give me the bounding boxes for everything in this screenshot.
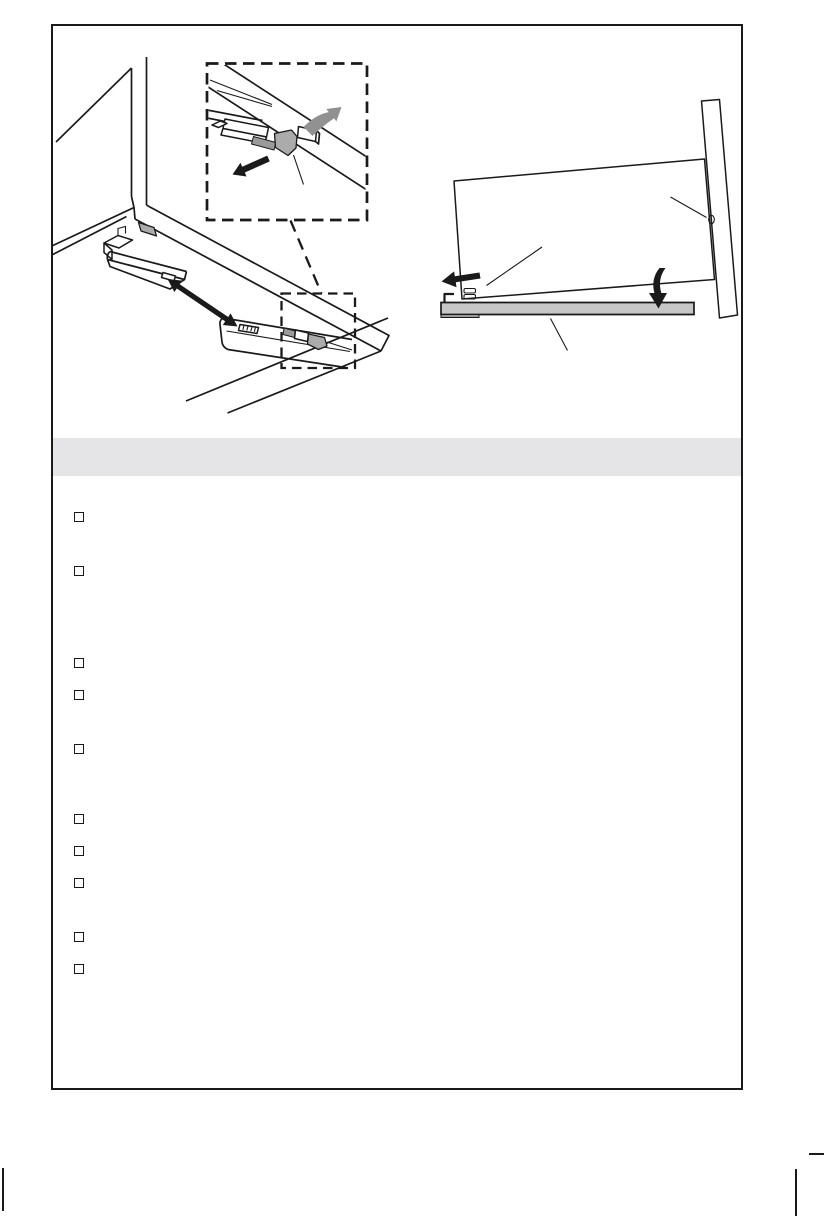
swing-arrow-gray (304, 107, 342, 136)
figure-cabinet-underside-rail (52, 57, 389, 413)
front-bracket (445, 294, 455, 303)
leader-to-rail (551, 319, 568, 351)
rail-shadow-strip (441, 315, 479, 318)
zoom-inset-detail (205, 61, 370, 220)
upper-rail-assembly (104, 223, 187, 290)
zoom-connector-line (291, 221, 322, 294)
release-clip-gray-zoomed (275, 130, 298, 156)
figure-drawer-tilt-side-view (441, 100, 738, 351)
drawer-side (454, 159, 715, 299)
pull-arrow-black (233, 156, 270, 177)
release-clip-gray (308, 334, 328, 350)
clip-leader-line (294, 155, 304, 185)
